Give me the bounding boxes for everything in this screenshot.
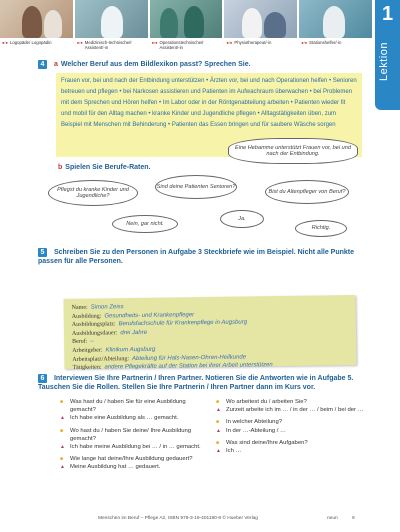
gender-marks: ●/● bbox=[226, 40, 233, 45]
answer-item bbox=[60, 443, 210, 451]
field-label: Ausbildung: bbox=[71, 313, 102, 320]
speech-bubble: Bist du Altenpfleger von Beruf? bbox=[265, 180, 349, 204]
field-label: Arbeitgeber: bbox=[72, 347, 103, 354]
speech-bubble: Richtig. bbox=[295, 220, 347, 237]
answer-text: Zurzeit arbeite ich im … / in der … / beim / bei der … bbox=[226, 407, 364, 414]
exercise-number: 5 bbox=[38, 248, 47, 257]
exercise-6-heading bbox=[38, 374, 360, 392]
answer-text: Ich habe eine Ausbildung als … gemacht. bbox=[70, 415, 179, 422]
footer-page-word: neun bbox=[327, 516, 338, 521]
field-label: Name: bbox=[71, 304, 88, 311]
footer-copyright: Menschen im Beruf – Pflege A2, ISBN 978-3-19-401190-8 © Hueber Verlag bbox=[98, 516, 258, 521]
caption bbox=[299, 40, 372, 50]
field-value: drei Jahre bbox=[120, 329, 148, 337]
question-item bbox=[216, 398, 366, 406]
square-bullet-icon: ■ bbox=[60, 456, 64, 463]
answer-text: Ich habe meine Ausbildung bei … / in … gemacht. bbox=[70, 444, 201, 451]
photo-captions bbox=[0, 40, 372, 50]
field-label: Ausbildungsdauer: bbox=[71, 330, 118, 337]
field-label: Ausbildungsplatz: bbox=[71, 321, 116, 329]
exercise-number: 6 bbox=[38, 374, 47, 383]
exercise-4a-heading bbox=[38, 60, 251, 70]
example-speech-bubble: Eine Hebamme unterstützt Frauen vor, bei und nach der Entbindung. bbox=[228, 138, 358, 164]
field-value: Simon Zeiss bbox=[90, 304, 124, 311]
field-value: – bbox=[90, 338, 94, 346]
photo-strip bbox=[0, 0, 372, 38]
speech-bubble: Pflegst du kranke Kinder und Jugendliche? bbox=[48, 180, 138, 206]
field-value: Berufsfachschule für Krankenpflege in Augsburg bbox=[118, 319, 248, 328]
caption-text: Logopäde/ Logopädin bbox=[9, 40, 52, 45]
field-label: Tätigkeiten: bbox=[72, 364, 102, 372]
field-value: andere Pflegekräfte auf der Station bei ihrer Arbeit unterstützen bbox=[104, 362, 273, 371]
triangle-bullet-icon: ▲ bbox=[60, 444, 65, 451]
gender-marks: ●/● bbox=[2, 40, 8, 45]
field-value: Klinikum Augsburg bbox=[105, 346, 156, 354]
photo-physiotherapeut bbox=[224, 0, 297, 38]
photo-mta bbox=[75, 0, 148, 38]
answer-text: Meine Ausbildung hat … gedauert. bbox=[70, 464, 161, 471]
caption-text: Medizinisch-technische/r Assistent/-in bbox=[84, 40, 132, 50]
gender-marks: ●/● bbox=[301, 40, 308, 45]
exercise-number: 4 bbox=[38, 60, 47, 69]
questions-left bbox=[60, 398, 210, 472]
answer-item bbox=[60, 463, 210, 471]
caption-text: Physiotherapeut/-in bbox=[234, 40, 272, 45]
question-text: Wo hast du / haben Sie deine/ Ihre Ausbildung gemacht? bbox=[70, 427, 192, 442]
square-bullet-icon: ■ bbox=[60, 399, 64, 405]
exercise-4b-heading bbox=[58, 164, 150, 173]
answer-text: Ich … bbox=[226, 448, 242, 455]
answer-item bbox=[60, 414, 210, 422]
speech-bubble: Nein, gar nicht. bbox=[112, 215, 178, 233]
triangle-bullet-icon: ▲ bbox=[216, 427, 221, 434]
caption bbox=[150, 40, 223, 50]
caption-text: Operationstechnische/r Assistent/-in bbox=[159, 40, 204, 50]
lesson-label: Lektion bbox=[378, 42, 390, 81]
speech-bubble: Sind deine Patienten Senioren? bbox=[155, 175, 237, 199]
lesson-tab bbox=[375, 0, 400, 110]
instruction: Spielen Sie Berufe-Raten. bbox=[65, 164, 151, 171]
square-bullet-icon: ■ bbox=[216, 439, 220, 446]
word-box: Frauen vor, bei und nach der Entbindung unterstützen • Ärzten vor, bei und nach Operationen helfen • Senioren betreuen und pflegen • bei Narkosen assistieren und Patienten im Aufwachraum überwachen • bei Problemen mit dem Sprechen und Hören helfen • Im Labor oder in der Röntgenabteilung arbeiten • Patienten wieder fit und mobil für den Alltag machen • kranke Kinder und Jugendliche pflegen • Alltagstätigkeiten üben, zum Beispiel mit Menschen mit Behinderung • Patienten das Essen bringen und für saubere Wäsche sorgen bbox=[56, 73, 362, 157]
triangle-bullet-icon: ▲ bbox=[60, 415, 65, 422]
instruction: Interviewen Sie Ihre Partnerin / Ihren Partner. Notieren Sie die Antworten wie in Aufgabe 5. Tauschen Sie die Rollen. Stellen Sie Ihre Partnerin / Ihren Partner dann im Kurs vor. bbox=[38, 375, 354, 391]
question-item bbox=[60, 398, 210, 414]
caption bbox=[0, 40, 73, 50]
caption bbox=[75, 40, 148, 50]
answer-item bbox=[216, 447, 366, 455]
question-item bbox=[216, 418, 366, 426]
question-text: Wie lange hat deine/Ihre Ausbildung gedauert? bbox=[70, 456, 193, 463]
gender-marks: ●/● bbox=[151, 40, 158, 45]
caption bbox=[224, 40, 297, 50]
answer-text: In der …-Abteilung / … bbox=[226, 427, 286, 434]
field-label: Arbeitsplatz/Abteilung: bbox=[72, 355, 130, 363]
instruction: Schreiben Sie zu den Personen in Aufgabe 3 Steckbriefe wie im Beispiel. Nicht alle Punkte passen für alle Personen. bbox=[38, 249, 355, 265]
square-bullet-icon: ■ bbox=[216, 419, 220, 426]
lesson-number: 1 bbox=[381, 3, 394, 25]
question-item bbox=[216, 439, 366, 447]
questions-right bbox=[216, 398, 366, 455]
triangle-bullet-icon: ▲ bbox=[216, 448, 221, 455]
answer-item bbox=[216, 406, 366, 414]
speech-bubble: Ja. bbox=[220, 210, 264, 228]
question-text: Wo arbeitest du / arbeiten Sie? bbox=[226, 399, 307, 405]
field-value: Abteilung für Hals-Nasen-Ohren-Heilkunde bbox=[131, 354, 247, 362]
field-value: Gesundheits- und Krankenpfleger bbox=[104, 311, 195, 320]
photo-stationshelfer bbox=[299, 0, 372, 38]
caption-text: Stationshelfer/-in bbox=[309, 40, 342, 45]
page-number: 9 bbox=[352, 516, 355, 521]
instruction: Welcher Beruf aus dem Bildlexikon passt? Sprechen Sie. bbox=[60, 61, 251, 68]
subtask-letter: a bbox=[53, 61, 58, 68]
photo-ota bbox=[150, 0, 223, 38]
exercise-5-heading bbox=[38, 248, 358, 266]
square-bullet-icon: ■ bbox=[60, 427, 64, 434]
subtask-letter: b bbox=[58, 164, 63, 171]
triangle-bullet-icon: ▲ bbox=[60, 464, 65, 471]
question-text: Was hast du / haben Sie für eine Ausbildung gemacht? bbox=[70, 399, 186, 414]
question-item bbox=[60, 427, 210, 443]
question-text: In welcher Abteilung? bbox=[226, 419, 282, 426]
photo-logopaede bbox=[0, 0, 73, 38]
question-item bbox=[60, 455, 210, 463]
profile-note bbox=[64, 295, 357, 372]
answer-item bbox=[216, 427, 366, 435]
gender-marks: ●/● bbox=[76, 40, 83, 45]
triangle-bullet-icon: ▲ bbox=[216, 407, 221, 414]
question-text: Was sind deine/Ihre Aufgaben? bbox=[226, 439, 308, 446]
square-bullet-icon: ■ bbox=[216, 399, 220, 405]
field-label: Beruf: bbox=[72, 339, 88, 346]
